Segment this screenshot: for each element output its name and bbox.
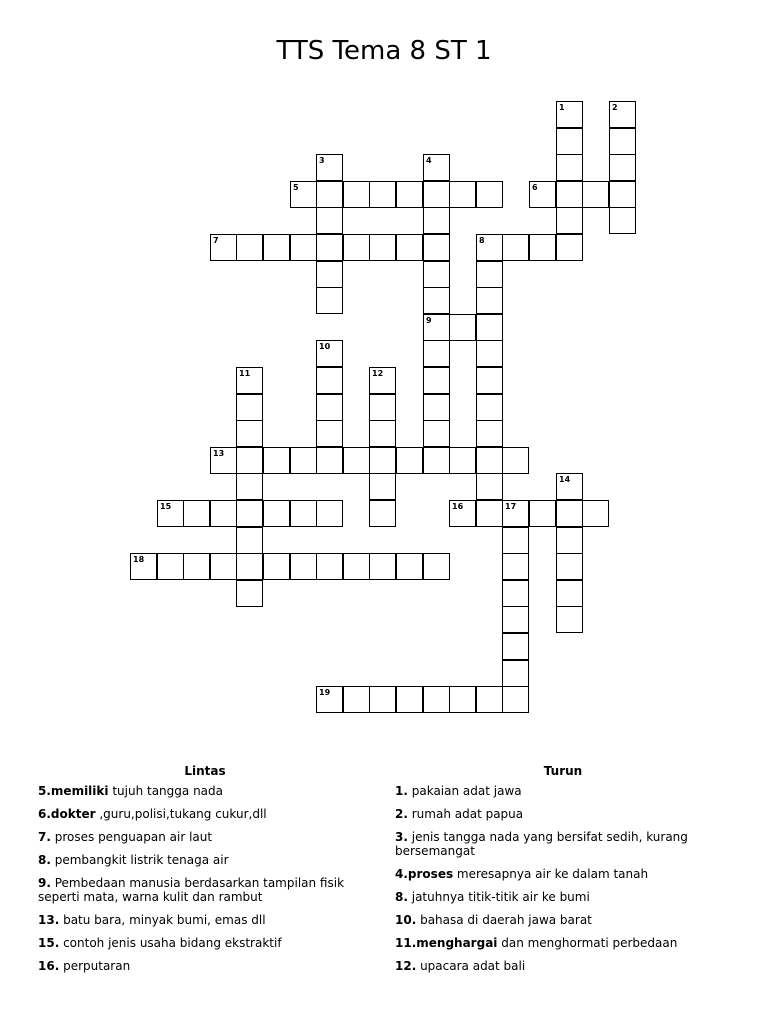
crossword-cell[interactable] — [502, 234, 529, 261]
crossword-cell[interactable] — [476, 314, 503, 341]
crossword-cell[interactable] — [502, 580, 529, 607]
clue-down — [395, 867, 725, 881]
crossword-cell[interactable] — [396, 686, 423, 713]
crossword-cell[interactable] — [529, 181, 556, 208]
clue-down — [395, 830, 725, 858]
crossword-cell[interactable] — [396, 553, 423, 580]
clue-across — [38, 959, 378, 973]
crossword-cell[interactable] — [316, 261, 343, 288]
clue-across — [38, 830, 378, 844]
clue-down — [395, 913, 725, 927]
clue-number-label: 16 — [452, 502, 464, 511]
crossword-cell[interactable] — [556, 101, 583, 128]
crossword-cell[interactable] — [476, 500, 503, 527]
crossword-cell[interactable] — [502, 527, 529, 554]
clue-across — [38, 913, 378, 927]
crossword-cell[interactable] — [236, 447, 263, 474]
clue-number-label: 12 — [372, 369, 384, 378]
crossword-cell[interactable] — [157, 553, 184, 580]
crossword-cell[interactable] — [369, 420, 396, 447]
crossword-cell[interactable] — [369, 553, 396, 580]
down-clues — [395, 784, 725, 982]
clue-number-label: 14 — [559, 475, 571, 484]
clue-number: 2. — [395, 807, 408, 821]
crossword-cell[interactable] — [396, 234, 423, 261]
crossword-cell[interactable] — [290, 500, 317, 527]
crossword-cell[interactable] — [316, 686, 343, 713]
crossword-cell[interactable] — [236, 367, 263, 394]
crossword-cell[interactable] — [449, 181, 476, 208]
crossword-cell[interactable] — [476, 181, 503, 208]
clue-number-label: 9 — [426, 316, 432, 325]
clue-number-label: 17 — [505, 502, 517, 511]
clue-across — [38, 936, 378, 950]
crossword-cell[interactable] — [609, 128, 636, 155]
crossword-cell[interactable] — [263, 234, 290, 261]
clue-text: perputaran — [59, 959, 131, 973]
crossword-cell[interactable] — [423, 314, 450, 341]
clue-text: batu bara, minyak bumi, emas dll — [59, 913, 266, 927]
crossword-cell[interactable] — [369, 473, 396, 500]
clue-number: 1. — [395, 784, 408, 798]
crossword-cell[interactable] — [157, 500, 184, 527]
clue-number: 8. — [395, 890, 408, 904]
clue-number-label: 10 — [319, 342, 331, 351]
crossword-cell[interactable] — [476, 473, 503, 500]
crossword-cell[interactable] — [423, 207, 450, 234]
crossword-cell[interactable] — [290, 553, 317, 580]
clue-keyword: memiliki — [50, 784, 109, 798]
clue-text: contoh jenis usaha bidang ekstraktif — [59, 936, 282, 950]
crossword-cell[interactable] — [476, 447, 503, 474]
crossword-cell[interactable] — [476, 394, 503, 421]
crossword-cell[interactable] — [316, 553, 343, 580]
clue-number-label: 1 — [559, 103, 565, 112]
crossword-cell[interactable] — [316, 234, 343, 261]
crossword-cell[interactable] — [423, 181, 450, 208]
crossword-cell[interactable] — [423, 154, 450, 181]
crossword-cell[interactable] — [423, 340, 450, 367]
clue-number: 3. — [395, 830, 408, 844]
clue-across — [38, 807, 378, 821]
clue-text: dan menghormati perbedaan — [497, 936, 678, 950]
crossword-cell[interactable] — [263, 553, 290, 580]
crossword-cell[interactable] — [130, 553, 157, 580]
crossword-cell[interactable] — [316, 340, 343, 367]
clue-number: 11. — [395, 936, 417, 950]
crossword-cell[interactable] — [236, 394, 263, 421]
crossword-cell[interactable] — [343, 234, 370, 261]
crossword-cell[interactable] — [316, 207, 343, 234]
crossword-cell[interactable] — [609, 181, 636, 208]
crossword-cell[interactable] — [316, 447, 343, 474]
clue-text: Pembedaan manusia berdasarkan tampilan fisik seperti mata, warna kulit dan rambut — [38, 876, 345, 904]
clue-text: ,guru,polisi,tukang cukur,dll — [95, 807, 267, 821]
crossword-cell[interactable] — [476, 420, 503, 447]
crossword-cell[interactable] — [343, 553, 370, 580]
clue-across — [38, 876, 378, 904]
crossword-cell[interactable] — [369, 394, 396, 421]
crossword-cell[interactable] — [210, 234, 237, 261]
crossword-cell[interactable] — [502, 660, 529, 687]
crossword-cell[interactable] — [290, 234, 317, 261]
clue-number: 12. — [395, 959, 417, 973]
down-header: Turun — [543, 764, 583, 778]
crossword-cell[interactable] — [423, 234, 450, 261]
crossword-cell[interactable] — [502, 606, 529, 633]
crossword-cell[interactable] — [263, 500, 290, 527]
clue-keyword: proses — [407, 867, 454, 881]
clue-number-label: 5 — [293, 183, 299, 192]
clue-number: 10. — [395, 913, 417, 927]
clue-number-label: 2 — [612, 103, 618, 112]
crossword-cell[interactable] — [556, 181, 583, 208]
crossword-cell[interactable] — [423, 261, 450, 288]
crossword-cell[interactable] — [316, 394, 343, 421]
crossword-cell[interactable] — [316, 420, 343, 447]
clue-number: 6. — [38, 807, 51, 821]
crossword-cell[interactable] — [556, 473, 583, 500]
crossword-cell[interactable] — [183, 500, 210, 527]
crossword-cell[interactable] — [556, 527, 583, 554]
page-title: TTS Tema 8 ST 1 — [276, 36, 492, 66]
crossword-cell[interactable] — [476, 261, 503, 288]
crossword-cell[interactable] — [502, 447, 529, 474]
crossword-cell[interactable] — [423, 686, 450, 713]
crossword-cell[interactable] — [343, 686, 370, 713]
crossword-cell[interactable] — [369, 500, 396, 527]
crossword-cell[interactable] — [556, 154, 583, 181]
clue-number-label: 7 — [213, 236, 219, 245]
clue-number: 15. — [38, 936, 60, 950]
crossword-cell[interactable] — [423, 420, 450, 447]
clue-number: 16. — [38, 959, 60, 973]
crossword-cell[interactable] — [316, 287, 343, 314]
clue-keyword: menghargai — [416, 936, 498, 950]
crossword-cell[interactable] — [449, 314, 476, 341]
clue-down — [395, 890, 725, 904]
crossword-cell[interactable] — [369, 447, 396, 474]
crossword-cell[interactable] — [582, 181, 609, 208]
crossword-cell[interactable] — [210, 447, 237, 474]
clue-text: rumah adat papua — [407, 807, 524, 821]
crossword-cell[interactable] — [316, 367, 343, 394]
crossword-cell[interactable] — [502, 686, 529, 713]
clue-text: bahasa di daerah jawa barat — [416, 913, 592, 927]
crossword-cell[interactable] — [316, 154, 343, 181]
crossword-cell[interactable] — [609, 207, 636, 234]
crossword-cell[interactable] — [449, 447, 476, 474]
crossword-cell[interactable] — [263, 447, 290, 474]
crossword-cell[interactable] — [396, 181, 423, 208]
crossword-cell[interactable] — [343, 447, 370, 474]
clue-number-label: 3 — [319, 156, 325, 165]
crossword-cell[interactable] — [423, 367, 450, 394]
crossword-cell[interactable] — [476, 367, 503, 394]
crossword-cell[interactable] — [369, 367, 396, 394]
clue-text: pembangkit listrik tenaga air — [50, 853, 229, 867]
crossword-cell[interactable] — [582, 500, 609, 527]
clue-number: 7. — [38, 830, 51, 844]
clue-number-label: 19 — [319, 688, 331, 697]
crossword-cell[interactable] — [529, 500, 556, 527]
crossword-cell[interactable] — [556, 553, 583, 580]
crossword-cell[interactable] — [556, 606, 583, 633]
clue-text: upacara adat bali — [416, 959, 526, 973]
crossword-cell[interactable] — [290, 447, 317, 474]
clue-number-label: 11 — [239, 369, 251, 378]
clue-keyword: dokter — [50, 807, 96, 821]
across-header: Lintas — [184, 764, 226, 778]
clue-number-label: 8 — [479, 236, 485, 245]
clue-number-label: 15 — [160, 502, 172, 511]
crossword-cell[interactable] — [396, 447, 423, 474]
crossword-cell[interactable] — [369, 234, 396, 261]
clue-number: 9. — [38, 876, 51, 890]
crossword-cell[interactable] — [236, 527, 263, 554]
crossword-cell[interactable] — [529, 234, 556, 261]
clue-number-label: 4 — [426, 156, 432, 165]
clue-number-label: 6 — [532, 183, 538, 192]
clue-number-label: 18 — [133, 555, 145, 564]
clue-text: proses penguapan air laut — [50, 830, 213, 844]
crossword-cell[interactable] — [556, 207, 583, 234]
clue-text: meresapnya air ke dalam tanah — [453, 867, 649, 881]
clue-down — [395, 807, 725, 821]
crossword-cell[interactable] — [343, 181, 370, 208]
clue-down — [395, 959, 725, 973]
crossword-cell[interactable] — [236, 580, 263, 607]
crossword-cell[interactable] — [556, 234, 583, 261]
clue-number: 4. — [395, 867, 408, 881]
crossword-cell[interactable] — [423, 394, 450, 421]
crossword-cell[interactable] — [609, 154, 636, 181]
clue-across — [38, 853, 378, 867]
crossword-cell[interactable] — [369, 686, 396, 713]
crossword-cell[interactable] — [476, 340, 503, 367]
crossword-cell[interactable] — [290, 181, 317, 208]
crossword-cell[interactable] — [502, 633, 529, 660]
crossword-cell[interactable] — [449, 500, 476, 527]
crossword-cell[interactable] — [236, 420, 263, 447]
crossword-cell[interactable] — [236, 500, 263, 527]
clue-number-label: 13 — [213, 449, 225, 458]
crossword-cell[interactable] — [556, 580, 583, 607]
crossword-cell[interactable] — [236, 234, 263, 261]
crossword-cell[interactable] — [609, 101, 636, 128]
clue-text: tujuh tangga nada — [108, 784, 223, 798]
clue-down — [395, 784, 725, 798]
crossword-cell[interactable] — [449, 686, 476, 713]
crossword-cell[interactable] — [369, 181, 396, 208]
clue-text: pakaian adat jawa — [407, 784, 522, 798]
clue-down — [395, 936, 725, 950]
crossword-cell[interactable] — [423, 447, 450, 474]
crossword-cell[interactable] — [476, 287, 503, 314]
crossword-cell[interactable] — [316, 500, 343, 527]
crossword-cell[interactable] — [423, 553, 450, 580]
crossword-cell[interactable] — [476, 234, 503, 261]
crossword-cell[interactable] — [236, 553, 263, 580]
crossword-cell[interactable] — [236, 473, 263, 500]
clue-number: 5. — [38, 784, 51, 798]
clue-number: 13. — [38, 913, 60, 927]
crossword-cell[interactable] — [556, 128, 583, 155]
crossword-cell[interactable] — [210, 553, 237, 580]
crossword-cell[interactable] — [556, 500, 583, 527]
clue-number: 8. — [38, 853, 51, 867]
crossword-cell[interactable] — [476, 686, 503, 713]
crossword-cell[interactable] — [183, 553, 210, 580]
crossword-cell[interactable] — [316, 181, 343, 208]
crossword-cell[interactable] — [423, 287, 450, 314]
crossword-cell[interactable] — [502, 500, 529, 527]
crossword-cell[interactable] — [502, 553, 529, 580]
clue-text: jatuhnya titik-titik air ke bumi — [407, 890, 590, 904]
clue-text: jenis tangga nada yang bersifat sedih, kurang bersemangat — [395, 830, 688, 858]
across-clues — [38, 784, 378, 982]
crossword-cell[interactable] — [210, 500, 237, 527]
clue-across — [38, 784, 378, 798]
